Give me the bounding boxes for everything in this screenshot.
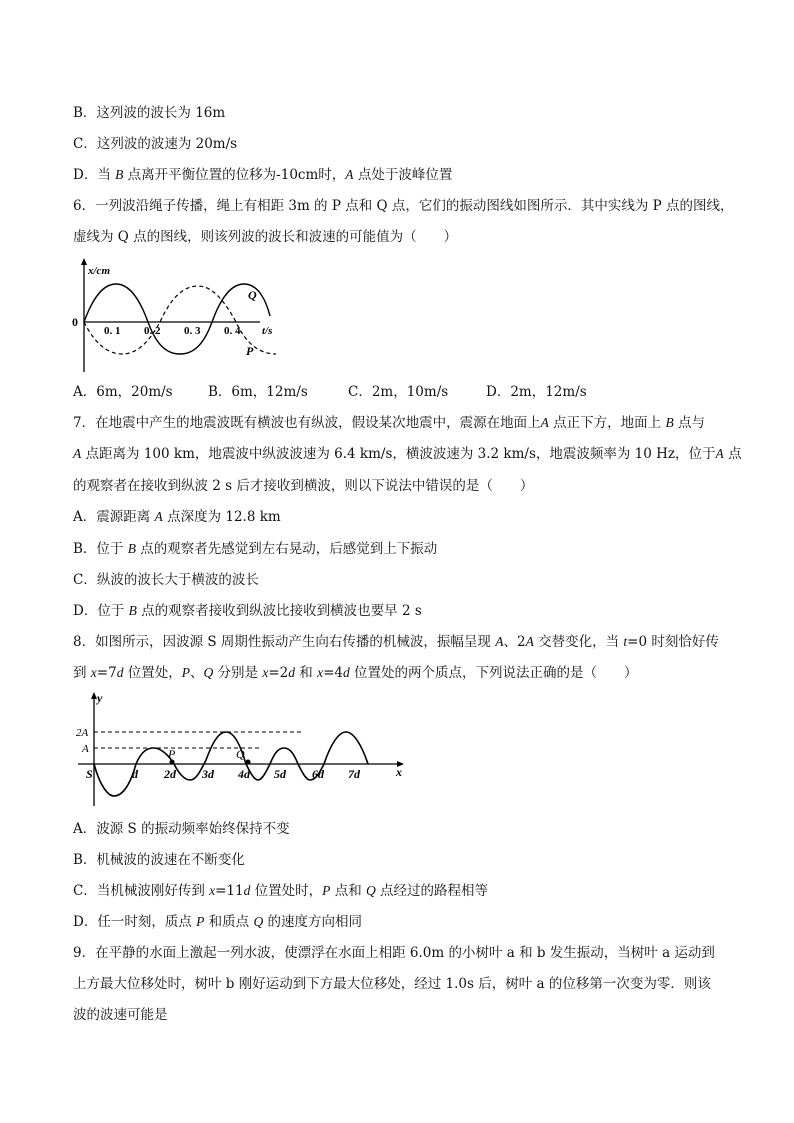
q8-tick-6d: 6d — [312, 767, 324, 781]
q9-stem-line-3: 波的波速可能是 — [73, 1007, 168, 1023]
q8-point-p-label: P — [168, 747, 176, 761]
q8-option-c: C．当机械波刚好传到 x=11d 位置处时，P 点和 Q 点经过的路程相等 — [73, 883, 489, 899]
q7-option-d: D．位于 B 点的观察者接收到纵波比接收到横波也要早 2 s — [73, 603, 422, 619]
q8-tick-2d: 2d — [164, 767, 176, 781]
q6-stem-line-2: 虚线为 Q 点的图线，则该列波的波长和波速的可能值为（ ） — [73, 229, 458, 245]
q8-source-label: S — [86, 767, 93, 781]
q6-vibration-graph — [70, 256, 285, 376]
q7-stem-line-1: 7．在地震中产生的地震波既有横波也有纵波，假设某次地震中，震源在地面上A 点正下方，地面上 B 点与 — [73, 415, 705, 431]
q5-option-d: D．当 B 点离开平衡位置的位移为-10cm时，A 点处于波峰位置 — [73, 167, 453, 183]
q6-tick-3: 0. 3 — [184, 325, 201, 337]
q8-stem-line-2: 到 x=7d 位置处，P、Q 分别是 x=2d 和 x=4d 位置处的两个质点，下列说法正确的是（ ） — [73, 665, 638, 681]
q6-tick-1: 0. 1 — [104, 325, 121, 337]
q8-wave-graph — [72, 690, 412, 808]
q7-option-a: A．震源距离 A 点深度为 12.8 km — [73, 509, 281, 525]
q6-y-arrow — [81, 258, 87, 265]
q5-option-c: C．这列波的波速为 20m/s — [73, 136, 238, 152]
q7-option-b: B．位于 B 点的观察者先感觉到左右晃动，后感觉到上下振动 — [73, 541, 438, 557]
q8-y-label: y — [97, 691, 103, 705]
q6-y-label: x/cm — [88, 265, 110, 277]
q6-option-b: B．6m，12m/s — [208, 384, 308, 400]
q6-p-label: P — [246, 344, 254, 358]
q6-option-c: C．2m，10m/s — [348, 384, 449, 400]
q8-option-b: B．机械波的波速在不断变化 — [73, 852, 245, 868]
q6-t-label: t/s — [262, 325, 273, 337]
q8-point-q-marker — [246, 760, 251, 765]
q7-stem-line-2: A 点距离为 100 km，地震波中纵波波速为 6.4 km/s，横波波速为 3.2 km/s，地震波频率为 10 Hz，位于A 点 — [73, 446, 742, 462]
q8-x-label: x — [396, 765, 402, 779]
q8-2a-label: 2A — [76, 727, 89, 739]
q8-tick-3d: 3d — [202, 767, 214, 781]
q7-option-c: C．纵波的波长大于横波的波长 — [73, 572, 259, 588]
q6-option-a: A．6m，20m/s — [73, 384, 173, 400]
q8-option-a: A．波源 S 的振动频率始终保持不变 — [73, 821, 290, 837]
q8-tick-4d: 4d — [238, 767, 250, 781]
q8-tick-d: d — [132, 767, 138, 781]
q7-stem-line-3: 的观察者在接收到纵波 2 s 后才接收到横波，则以下说法中错误的是（ ） — [73, 478, 534, 494]
q6-origin-label: 0 — [72, 315, 78, 329]
q6-stem-line-1: 6．一列波沿绳子传播，绳上有相距 3m 的 P 点和 Q 点，它们的振动图线如图所示．其中实线为 P 点的图线， — [73, 198, 734, 214]
q6-tick-4: 0. 4 — [224, 325, 241, 337]
q8-tick-7d: 7d — [348, 767, 360, 781]
q8-option-d: D．任一时刻，质点 P 和质点 Q 的速度方向相同 — [73, 914, 363, 930]
q9-stem-line-1: 9．在平静的水面上激起一列水波，使漂浮在水面上相距 6.0m 的小树叶 a 和 b 发生振动，当树叶 a 运动到 — [73, 945, 715, 961]
q9-stem-line-2: 上方最大位移处时，树叶 b 刚好运动到下方最大位移处，经过 1.0s 后，树叶 a 的位移第一次变为零．则该 — [73, 976, 711, 992]
q8-tick-5d: 5d — [274, 767, 286, 781]
q8-point-q-label: Q — [236, 747, 245, 761]
q5-option-b: B．这列波的波长为 16m — [73, 105, 226, 121]
q6-tick-2: 0. 2 — [144, 325, 161, 337]
q6-q-label: Q — [248, 288, 257, 302]
q8-stem-line-1: 8．如图所示，因波源 S 周期性振动产生向右传播的机械波，振幅呈现 A、2A 交替变化，当 t=0 时刻恰好传 — [73, 634, 719, 650]
q6-option-d: D．2m，12m/s — [486, 384, 587, 400]
q6-p-curve — [84, 284, 273, 354]
q8-a-label: A — [82, 743, 89, 755]
